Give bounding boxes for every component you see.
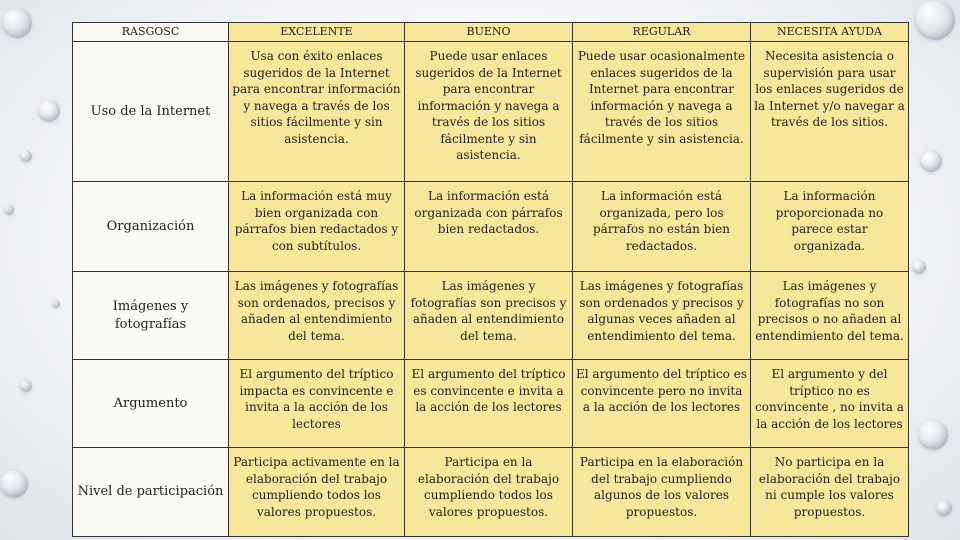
water-droplet: [4, 205, 14, 215]
water-droplet: [20, 150, 32, 162]
water-droplet: [918, 420, 948, 450]
table-cell: La información está muy bien organizada con párrafos bien redactados y con subtítulos.: [229, 182, 405, 272]
table-cell: Puede usar ocasionalmente enlaces sugeridos de la Internet para encontrar información y navega a través de los sitios fácilmente y sin asistencia.: [573, 42, 751, 182]
table-row: [73, 448, 909, 537]
water-droplet: [920, 150, 942, 172]
table-row: [73, 42, 909, 182]
table-cell: El argumento del tríptico es convincente pero no invita a la acción de los lectores: [573, 360, 751, 448]
column-header-excelente: EXCELENTE: [229, 23, 405, 42]
table-cell: No participa en la elaboración del trabajo ni cumple los valores propuestos.: [751, 448, 909, 537]
table-cell: Las imágenes y fotografías son ordenados, precisos y añaden al entendimiento del tema.: [229, 272, 405, 360]
table-cell: El argumento del tríptico impacta es convincente e invita a la acción de los lectores: [229, 360, 405, 448]
table-row: [73, 360, 909, 448]
table-row: [73, 272, 909, 360]
water-droplet: [2, 8, 32, 38]
table-cell: Puede usar enlaces sugeridos de la Internet para encontrar información y navega a través de los sitios fácilmente y sin asistencia.: [405, 42, 573, 182]
table-cell: El argumento del tríptico es convincente e invita a la acción de los lectores: [405, 360, 573, 448]
table-cell: Las imágenes y fotografías son ordenados y precisos y algunas veces añaden al entendimiento del tema.: [573, 272, 751, 360]
table-cell: Las imágenes y fotografías no son precisos o no añaden al entendimiento del tema.: [751, 272, 909, 360]
header-row: [73, 23, 909, 42]
table-cell: Usa con éxito enlaces sugeridos de la Internet para encontrar información y navega a través de los sitios fácilmente y sin asistencia.: [229, 42, 405, 182]
water-droplet: [20, 380, 32, 392]
row-label: Organización: [73, 182, 229, 272]
table-cell: El argumento y del tríptico no es convincente , no invita a la acción de los lectores: [751, 360, 909, 448]
water-droplet: [52, 300, 60, 308]
column-header-bueno: BUENO: [405, 23, 573, 42]
row-label: Uso de la Internet: [73, 42, 229, 182]
column-header-regular: REGULAR: [573, 23, 751, 42]
table-cell: La información está organizada con párrafos bien redactados.: [405, 182, 573, 272]
table-cell: Participa en la elaboración del trabajo cumpliendo algunos de los valores propuestos.: [573, 448, 751, 537]
table-cell: Participa activamente en la elaboración del trabajo cumpliendo todos los valores propuestos.: [229, 448, 405, 537]
table-cell: Participa en la elaboración del trabajo cumpliendo todos los valores propuestos.: [405, 448, 573, 537]
table-row: [73, 182, 909, 272]
water-droplet: [936, 500, 952, 516]
row-label: Argumento: [73, 360, 229, 448]
table-cell: Las imágenes y fotografías son precisos y añaden al entendimiento del tema.: [405, 272, 573, 360]
column-header-necesita-ayuda: NECESITA AYUDA: [751, 23, 909, 42]
rubric-table: [72, 22, 909, 537]
water-droplet: [912, 260, 926, 274]
row-label: Nivel de participación: [73, 448, 229, 537]
row-label: Imágenes y fotografías: [73, 272, 229, 360]
water-droplet: [0, 470, 28, 498]
table-cell: Necesita asistencia o supervisión para usar los enlaces sugeridos de la Internet y/o navegar a través de los sitios.: [751, 42, 909, 182]
water-droplet: [38, 100, 60, 122]
table-cell: La información está organizada, pero los párrafos no están bien redactados.: [573, 182, 751, 272]
table-cell: La información proporcionada no parece estar organizada.: [751, 182, 909, 272]
water-droplet: [915, 0, 955, 40]
corner-header: RASGOSC: [73, 23, 229, 42]
